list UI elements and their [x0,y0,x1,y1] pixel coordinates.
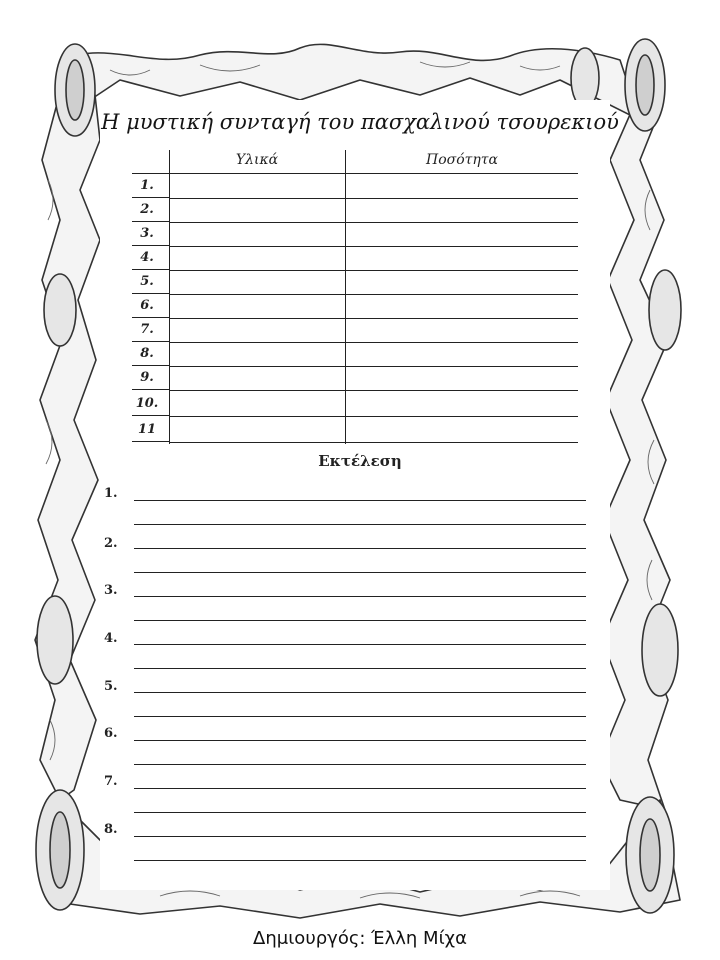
step-line[interactable] [134,746,586,765]
step-line[interactable] [134,722,586,741]
step-line[interactable] [134,602,586,621]
column-header-quantity: Ποσότητα [426,152,498,168]
step-number: 6. [104,726,118,741]
step-number: 7. [104,774,118,789]
table-row [132,222,578,246]
row-rule [132,389,170,390]
method-section-title: Εκτέλεση [318,452,402,470]
step-line[interactable] [134,794,586,813]
ingredient-field[interactable] [170,366,345,391]
step-number: 4. [104,631,118,646]
ingredient-field[interactable] [170,294,345,319]
quantity-field[interactable] [346,222,578,247]
step-line[interactable] [134,818,586,837]
row-number: 4. [140,250,154,265]
step-line[interactable] [134,578,586,597]
table-row [132,342,578,366]
step-line[interactable] [134,626,586,645]
step-line[interactable] [134,482,586,501]
quantity-field[interactable] [346,366,578,391]
row-number: 6. [140,298,154,313]
ingredient-field[interactable] [170,222,345,247]
row-number: 2. [140,202,154,217]
quantity-field[interactable] [346,174,578,199]
step-line[interactable] [134,674,586,693]
quantity-field[interactable] [346,418,578,443]
step-number: 2. [104,536,118,551]
ingredient-field[interactable] [170,174,345,199]
row-number: 3. [140,226,154,241]
quantity-field[interactable] [346,270,578,295]
row-number: 1. [140,178,154,193]
quantity-field[interactable] [346,392,578,417]
table-row [132,270,578,294]
row-number: 8. [140,346,154,361]
ingredient-field[interactable] [170,318,345,343]
step-line[interactable] [134,554,586,573]
row-number: 10. [135,396,159,411]
column-header-ingredients: Υλικά [235,152,279,168]
step-number: 3. [104,583,118,598]
row-number: 5. [140,274,154,289]
step-line[interactable] [134,506,586,525]
ingredient-field[interactable] [170,342,345,367]
step-line[interactable] [134,650,586,669]
table-row [132,318,578,342]
row-rule [132,441,170,442]
step-line[interactable] [134,770,586,789]
table-row [132,294,578,318]
table-row [132,174,578,198]
ingredient-field[interactable] [170,392,345,417]
quantity-field[interactable] [346,342,578,367]
row-number: 9. [140,370,154,385]
worksheet-title: Η μυστική συνταγή του πασχαλινού τσουρεκιού [101,110,619,134]
table-row [132,418,578,442]
ingredient-field[interactable] [170,198,345,223]
author-credit: Δημιουργός: Έλλη Μίχα [253,928,467,949]
step-number: 5. [104,679,118,694]
ingredient-field[interactable] [170,270,345,295]
table-row [132,246,578,270]
quantity-field[interactable] [346,318,578,343]
quantity-field[interactable] [346,198,578,223]
ingredient-field[interactable] [170,246,345,271]
table-row [132,366,578,390]
row-number: 11 [137,422,157,437]
step-line[interactable] [134,698,586,717]
step-line[interactable] [134,530,586,549]
row-rule [132,415,170,416]
step-number: 8. [104,822,118,837]
step-line[interactable] [134,842,586,861]
table-row [132,392,578,416]
table-row [132,198,578,222]
quantity-field[interactable] [346,294,578,319]
row-number: 7. [140,322,154,337]
ingredient-field[interactable] [170,418,345,443]
quantity-field[interactable] [346,246,578,271]
step-number: 1. [104,486,118,501]
